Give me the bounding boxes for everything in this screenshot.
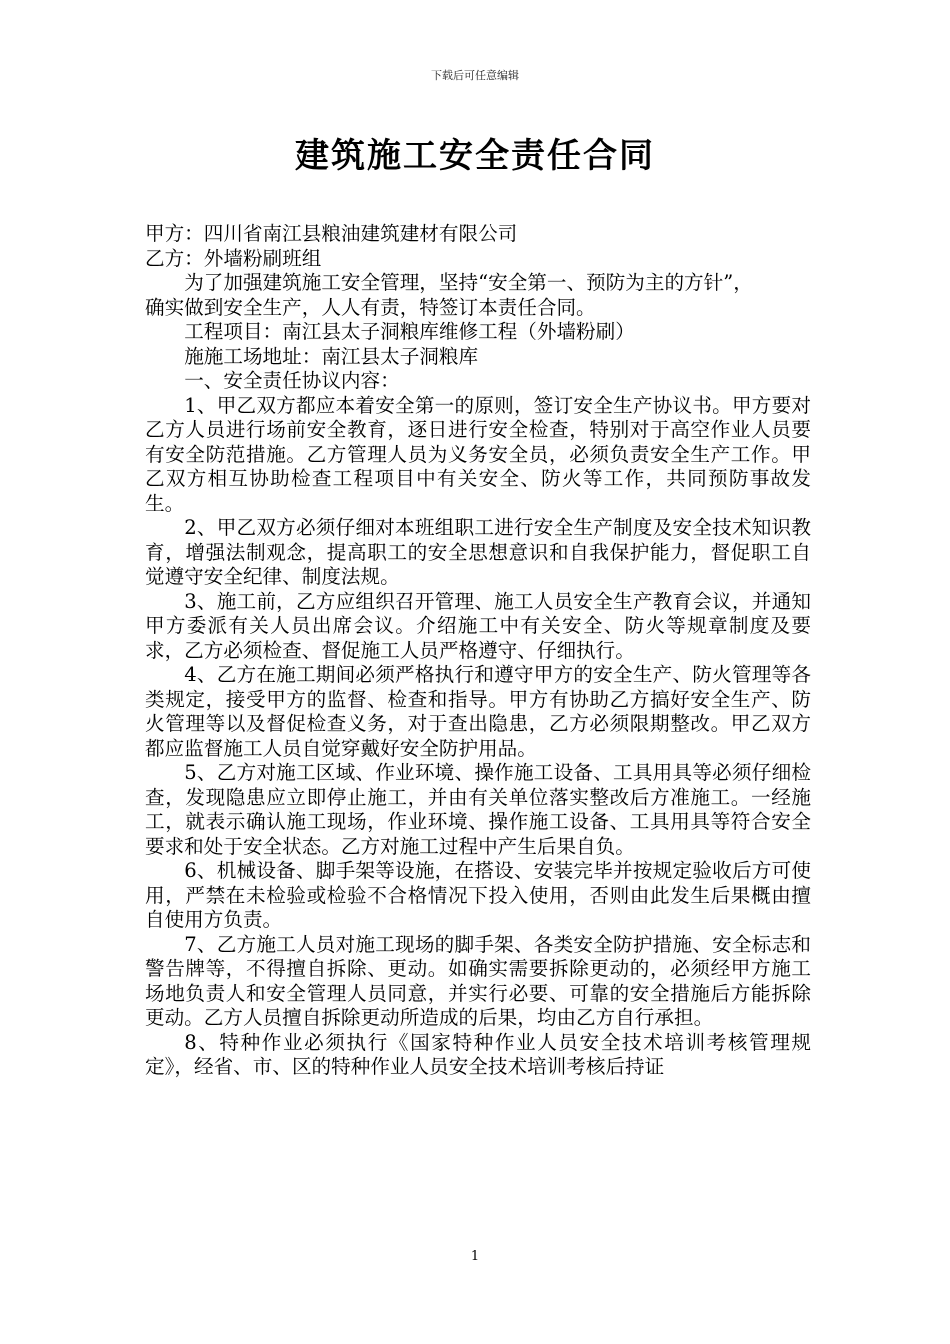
party-a: 甲方：四川省南江县粮油建筑建材有限公司	[145, 222, 518, 245]
project-site: 施施工场地址：南江县太子洞粮库	[184, 344, 479, 368]
document-body	[145, 222, 811, 1080]
header-note: 下载后可任意编辑	[431, 69, 519, 82]
page-number: 1	[470, 1249, 480, 1264]
clause-7: 7、乙方施工人员对施工现场的脚手架、各类安全防护措施、安全标志和警告牌等，不得擅自拆除、更动。如确实需要拆除更动的，必须经甲方施工场地负责人和安全管理人员同意，并实行必要、可靠的安全措施后方能拆除更动。乙方人员擅自拆除更动所造成的后果，均由乙方自行承担。	[145, 932, 811, 1029]
section-heading: 一、安全责任协议内容：	[184, 369, 400, 392]
clause-5: 5、乙方对施工区域、作业环境、操作施工设备、工具用具等必须仔细检查，发现隐患应立即停止施工，并由有关单位落实整改后方准施工。一经施工，就表示确认施工现场，作业环境、操作施工设备、工具用具等符合安全要求和处于安全状态。乙方对施工过程中产生后果自负。	[145, 761, 811, 858]
project-name: 工程项目：南江县太子洞粮库维修工程（外墙粉刷）	[184, 320, 635, 343]
clause-2: 2、甲乙双方必须仔细对本班组职工进行安全生产制度及安全技术知识教育，增强法制观念，提高职工的安全思想意识和自我保护能力，督促职工自觉遵守安全纪律、制度法规。	[145, 516, 811, 588]
clause-8: 8、特种作业必须执行《国家特种作业人员安全技术培训考核管理规定》，经省、市、区的特种作业人员安全技术培训考核后持证	[145, 1030, 811, 1078]
clause-4: 4、乙方在施工期间必须严格执行和遵守甲方的安全生产、防火管理等各类规定，接受甲方的监督、检查和指导。甲方有协助乙方搞好安全生产、防火管理等以及督促检查义务，对于查出隐患，乙方必须限期整改。甲乙双方都应监督施工人员自觉穿戴好安全防护用品。	[145, 663, 811, 760]
intro-line-1: 为了加强建筑施工安全管理，坚持“安全第一、预防为主的方针”，	[184, 271, 753, 294]
clause-3: 3、施工前，乙方应组织召开管理、施工人员安全生产教育会议，并通知甲方委派有关人员出席会议。介绍施工中有关安全、防火等规章制度及要求，乙方必须检查、督促施工人员严格遵守、仔细执行。	[145, 589, 811, 662]
party-b: 乙方：外墙粉刷班组	[145, 246, 322, 270]
clause-6: 6、机械设备、脚手架等设施，在搭设、安装完毕并按规定验收后方可使用，严禁在未检验或检验不合格情况下投入使用，否则由此发生后果概由擅自使用方负责。	[145, 859, 811, 931]
clause-1: 1、甲乙双方都应本着安全第一的原则，签订安全生产协议书。甲方要对乙方人员进行场前安全教育，逐日进行安全检查，特别对于高空作业人员要有安全防范措施。乙方管理人员为义务安全员，必须负责安全生产工作。甲乙双方相互协助检查工程项目中有关安全、防火等工作，共同预防事故发生。	[145, 393, 811, 515]
intro-line-2: 确实做到安全生产，人人有责，特签订本责任合同。	[145, 295, 596, 319]
document-title: 建筑施工安全责任合同	[295, 136, 655, 176]
